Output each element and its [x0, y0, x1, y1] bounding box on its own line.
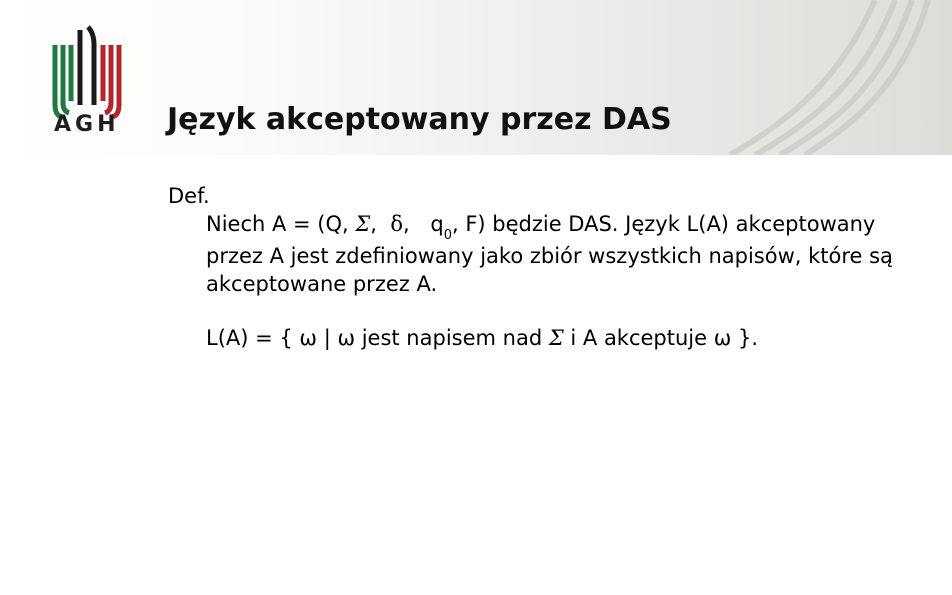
sigma-symbol: Σ: [355, 212, 371, 236]
definition-line-3: akceptowane przez A.: [206, 272, 438, 296]
formula-pre: L(A) = { ω | ω jest napisem nad: [206, 326, 543, 350]
q-symbol: q: [430, 212, 444, 236]
formula-post: i A akceptuje ω }.: [570, 326, 759, 350]
logo-text: AGH: [54, 112, 120, 137]
comma: ,: [402, 212, 410, 236]
definition-line-1: [206, 210, 952, 242]
def-text-pre: Niech A = (Q,: [206, 212, 349, 236]
comma: ,: [370, 212, 377, 236]
definition-label: Def.: [168, 184, 210, 208]
delta-symbol: δ: [390, 212, 403, 236]
slide-content: [168, 182, 952, 352]
slide-title: Język akceptowany przez DAS: [167, 102, 672, 137]
definition-line-2: przez A jest zdefiniowany jako zbiór wszystkich napisów, które są: [206, 244, 893, 268]
formula: [206, 324, 952, 352]
sigma-symbol: Σ: [548, 326, 564, 350]
def-text-post: , F) będzie DAS. Język L(A) akceptowany: [451, 212, 876, 236]
decorative-swoosh: [700, 0, 952, 155]
q-subscript: 0: [443, 228, 452, 243]
